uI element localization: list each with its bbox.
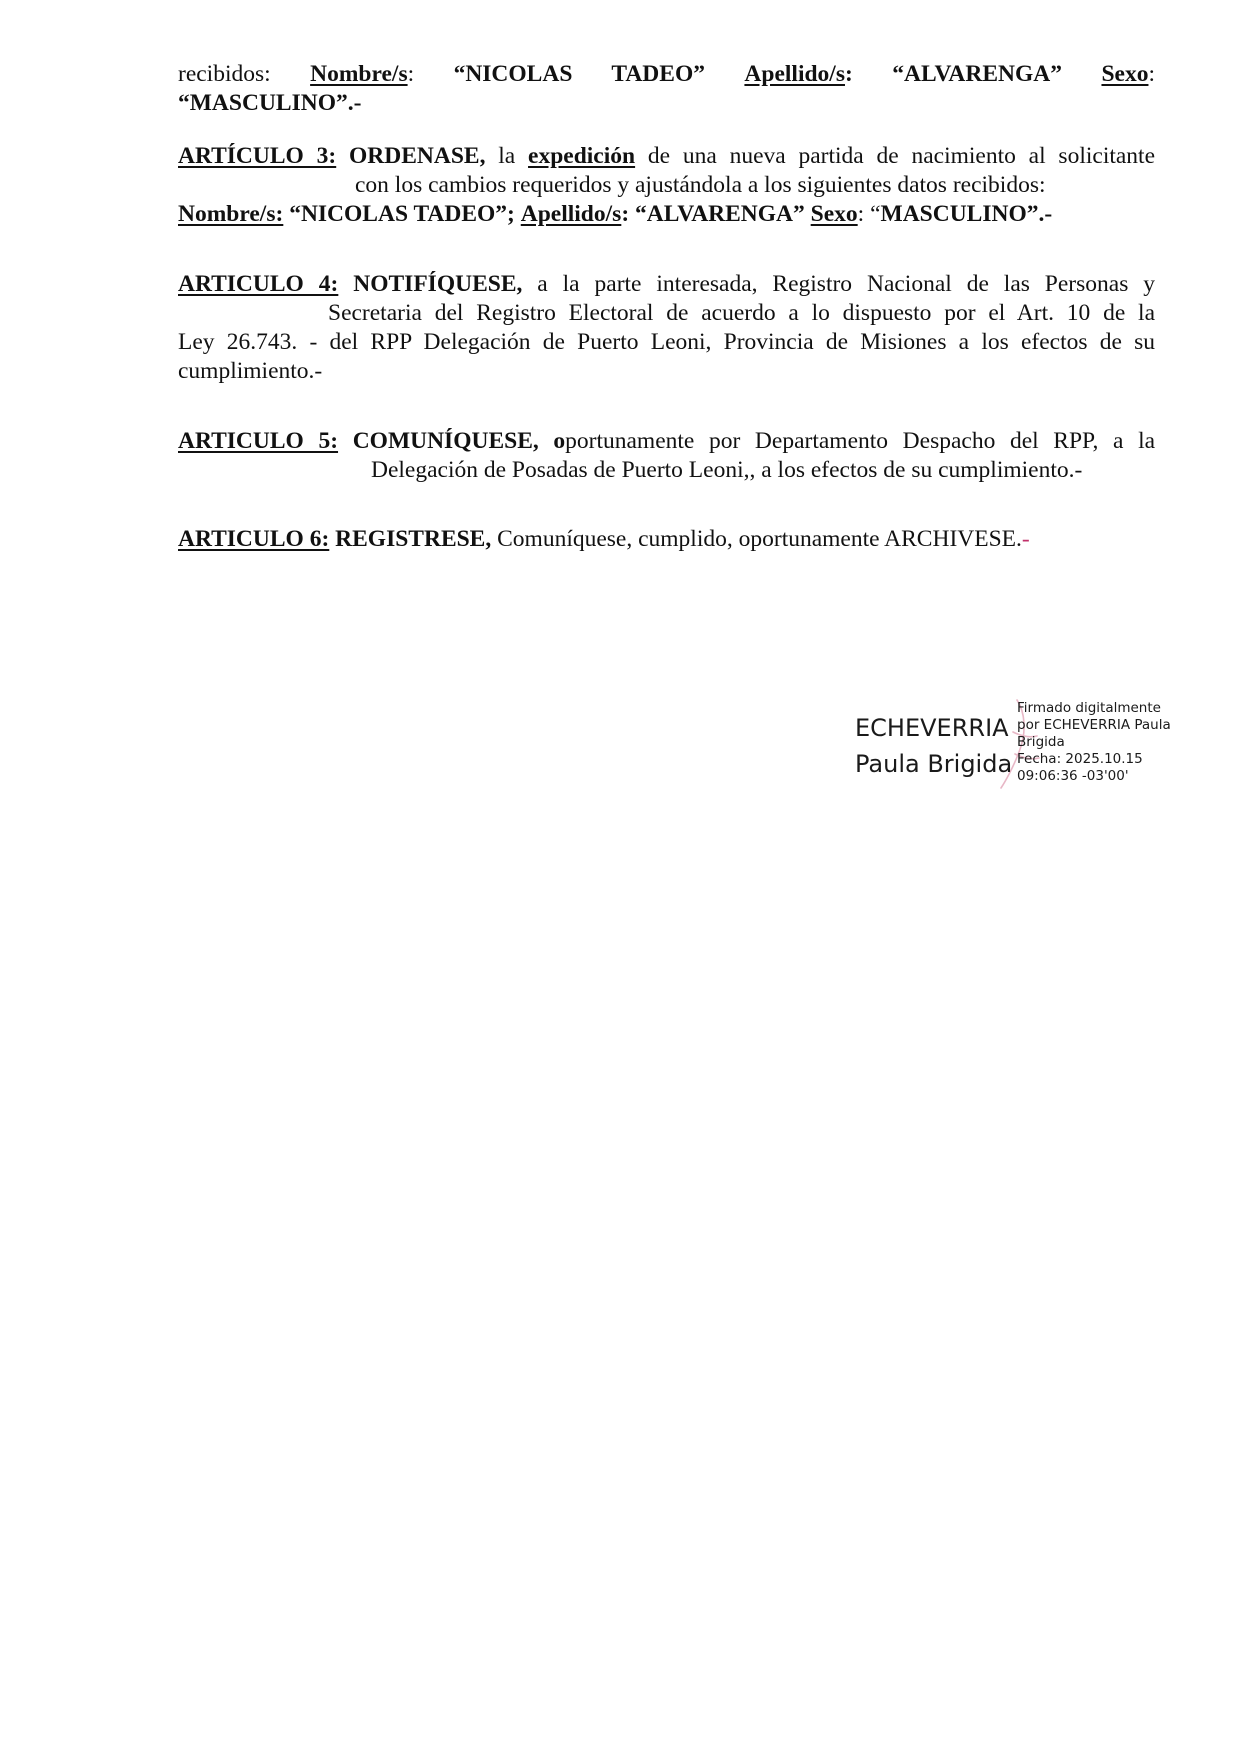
text: recibidos:: [178, 61, 271, 87]
articulo-5: [178, 427, 1155, 485]
line: [178, 270, 1155, 299]
nombre-label: Nombre/s:: [178, 201, 284, 227]
text: -: [1021, 526, 1030, 552]
signature-time: 09:06:36 -03'00': [1017, 768, 1129, 784]
line: [178, 200, 1155, 229]
articulo-3: [178, 142, 1155, 229]
line: cumplimiento.-: [178, 358, 323, 384]
text: de una nueva partida de nacimiento al solicitante: [647, 143, 1156, 169]
text: o: [553, 428, 566, 454]
text: :: [621, 201, 630, 227]
signature-detail-line: por ECHEVERRIA Paula: [1017, 717, 1171, 733]
sexo-value: MASCULINO”.-: [880, 201, 1053, 227]
line: con los cambios requeridos y ajustándola a los siguientes datos recibidos:: [355, 172, 1046, 198]
signer-given-names: Paula Brigida: [855, 750, 1013, 778]
articulo-6: [178, 525, 1155, 554]
article-verb: ORDENASE,: [349, 143, 486, 169]
sexo-label: Sexo: [1101, 61, 1149, 87]
line: Delegación de Posadas de Puerto Leoni,, a los efectos de su cumplimiento.-: [371, 457, 1083, 483]
text: la: [498, 143, 516, 169]
paragraph-recibidos: [178, 60, 1155, 118]
text: Comuníquese, cumplido, oportunamente ARCHIVESE.: [497, 526, 1022, 552]
signer-surname: ECHEVERRIA: [855, 714, 1009, 742]
line: [178, 427, 1155, 456]
text: :: [844, 61, 853, 87]
digital-signature: [855, 700, 1185, 810]
article-verb: NOTIFÍQUESE,: [353, 271, 523, 297]
article-heading: ARTICULO 6:: [178, 526, 330, 552]
signature-detail-line: Firmado digitalmente: [1017, 700, 1161, 716]
articulo-4: [178, 270, 1155, 386]
sexo-value: “MASCULINO”.-: [178, 90, 362, 116]
signature-date: Fecha: 2025.10.15: [1017, 751, 1143, 767]
nombre-value: “NICOLAS TADEO”;: [289, 201, 515, 227]
nombre-label: Nombre/s: [310, 61, 408, 87]
text: portunamente por Departamento Despacho del RPP, a la: [565, 428, 1156, 454]
article-heading: ARTÍCULO 3:: [178, 143, 337, 169]
apellido-value: “ALVARENGA”: [892, 61, 1063, 87]
article-verb: COMUNÍQUESE,: [352, 428, 539, 454]
apellido-label: Apellido/s: [520, 201, 622, 227]
text: : “: [857, 201, 881, 227]
apellido-value: “ALVARENGA”: [635, 201, 805, 227]
article-heading: ARTICULO 5:: [178, 428, 339, 454]
signature-detail-line: Brigida: [1017, 734, 1065, 750]
line: [178, 142, 1155, 171]
text: :: [407, 61, 415, 87]
line: Secretaria del Registro Electoral de acuerdo a lo dispuesto por el Art. 10 de la: [328, 300, 1155, 326]
article-heading: ARTICULO 4:: [178, 271, 339, 297]
line: [178, 525, 1155, 554]
signature-details: [1017, 700, 1187, 785]
nombre-value: “NICOLAS TADEO”: [453, 61, 705, 87]
signer-name: [855, 710, 1035, 782]
line: [178, 60, 1155, 89]
article-verb: REGISTRESE,: [335, 526, 492, 552]
text: [353, 428, 1155, 454]
text: a la parte interesada, Registro Nacional de las Personas y: [537, 271, 1156, 297]
sexo-label: Sexo: [810, 201, 858, 227]
text: :: [1148, 61, 1155, 87]
line: Ley 26.743. - del RPP Delegación de Puerto Leoni, Provincia de Misiones a los efectos de su: [178, 329, 1155, 355]
apellido-label: Apellido/s: [744, 61, 845, 87]
keyword: expedición: [528, 143, 636, 169]
